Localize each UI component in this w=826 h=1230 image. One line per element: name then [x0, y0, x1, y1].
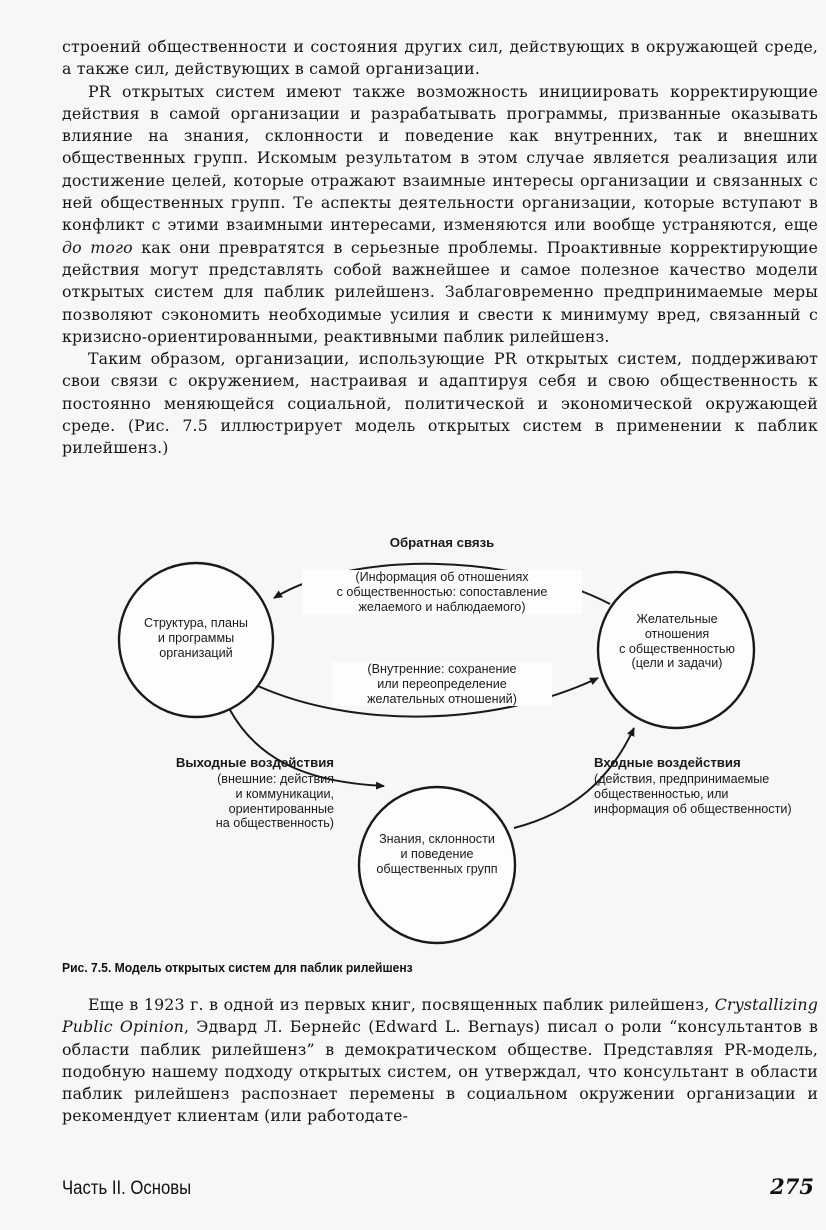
- section-footer: Часть II. Основы: [62, 1178, 192, 1199]
- feedback-title: Обратная связь: [389, 535, 495, 550]
- paragraph-text: PR открытых систем имеют также возможность инициировать корректирующие действия в самой организации и разрабатывать программы, призванные оказывать влияние на знания, склонности и поведение как внутренних, так и внешних общественных групп. Искомым результатом в этом случае является реализация или достижение целей, которые отражают взаимные интересы организации и связанных с ней общественных групп. Те аспекты деятельности организации, которые вступают в конфликт с этими взаимными интересами, изменяются или вообще устраняются, еще: [62, 81, 818, 235]
- body-text-bottom: [62, 994, 818, 1128]
- inputs-title: Входные воздействия: [594, 755, 741, 770]
- figure-caption: Рис. 7.5. Модель открытых систем для паблик рилейшенз: [62, 960, 413, 975]
- body-text-top: [62, 36, 818, 460]
- outputs-label: (внешние: действия и коммуникации, ориентированные на общественность): [215, 772, 334, 831]
- paragraph-text: , Эдвард Л. Бернейс (Edward L. Bernays) писал о роли “консультантов в области паблик рилейшенз” в демократическом обществе. Представляя PR-модель, подобную нашему подходу открытых систем, он утверждал, что консультант в области паблик рилейшенз распознает перемены в социальном окружении организации и рекомендует клиентам (или работодате-: [62, 1017, 819, 1126]
- book-title-italic: Crystallizing Public Opinion: [62, 995, 818, 1037]
- page-number: 275: [770, 1174, 814, 1199]
- paragraph-open-systems-actions: [62, 81, 818, 349]
- open-systems-diagram: [62, 528, 822, 948]
- desired-relations-label: Желательные отношения с общественностью (цели и задачи): [619, 612, 735, 671]
- inputs-label: (действия, предпринимаемые общественностью, или информация об общественности): [594, 772, 792, 816]
- internal-note-label: (Внутренние: сохранение или переопределение желательных отношений): [332, 662, 552, 706]
- organization-label: Структура, планы и программы организаций: [144, 616, 248, 660]
- outputs-title: Выходные воздействия: [175, 755, 334, 770]
- italic-emphasis: до того: [62, 237, 133, 257]
- paragraph-bernays: [62, 994, 818, 1128]
- paragraph-text: Еще в 1923 г. в одной из первых книг, посвященных паблик рилейшенз,: [88, 995, 715, 1014]
- paragraph-summary: Таким образом, организации, использующие PR открытых систем, поддерживают свои связи с окружением, настраивая и адаптируя себя и свою общественность к постоянно меняющейся социальной, политической и экономической окружающей среде. (Рис. 7.5 иллюстрирует модель открытых систем в применении к паблик рилейшенз.): [62, 349, 818, 458]
- paragraph-continuation: строений общественности и состояния других сил, действующих в окружающей среде, а также сил, действующих в самой организации.: [62, 37, 818, 79]
- public-behavior-label: Знания, склонности и поведение общественных групп: [376, 832, 498, 876]
- paragraph-text: как они превратятся в серьезные проблемы. Проактивные корректирующие действия могут представлять собой важнейшее и самое полезное качество модели открытых систем для паблик рилейшенз. Заблаговременно предпринимаемые меры позволяют сэкономить необходимые усилия и свести к минимуму вред, связанный с кризисно-ориентированными, реактивными паблик рилейшенз.: [62, 237, 819, 346]
- feedback-info-label: (Информация об отношениях с общественностью: сопоставление желаемого и наблюдаемого): [302, 570, 582, 614]
